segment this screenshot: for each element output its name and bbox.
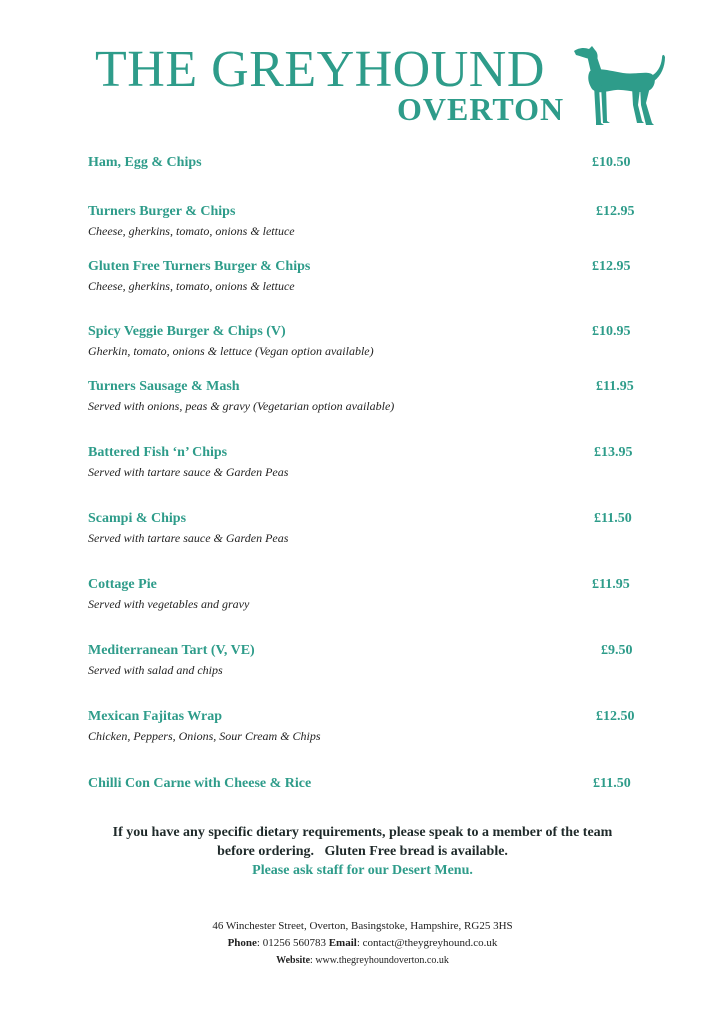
menu-item-name: Mexican Fajitas Wrap [88, 709, 223, 724]
menu-item-description: Served with vegetables and gravy [88, 597, 250, 611]
menu-item-description: Chicken, Peppers, Onions, Sour Cream & Chips [88, 729, 321, 743]
greyhound-dog-icon [568, 45, 668, 130]
menu-item-name: Mediterranean Tart (V, VE) [88, 643, 255, 658]
dietary-notice [0, 823, 725, 880]
page-title: THE GREYHOUND [95, 41, 545, 98]
address: 46 Winchester Street, Overton, Basingstoke, Hampshire, RG25 3HS [212, 920, 513, 932]
menu-item-name: Chilli Con Carne with Cheese & Rice [88, 776, 312, 791]
phone-label: Phone [227, 937, 257, 949]
menu-item-description: Gherkin, tomato, onions & lettuce (Vegan option available) [88, 344, 374, 358]
website-link[interactable]: www.thegreyhoundoverton.co.uk [315, 955, 449, 966]
email-label: Email [328, 937, 357, 949]
menu-item-price: £9.50 [601, 643, 633, 658]
website-line: Website: www.thegreyhoundoverton.co.uk [276, 955, 449, 966]
footer [0, 918, 725, 969]
menu-item-price: £12.50 [596, 709, 635, 724]
menu-item-price: £10.95 [592, 324, 631, 339]
menu-item-description: Served with salad and chips [88, 663, 223, 677]
menu-item-name: Turners Sausage & Mash [88, 379, 240, 394]
menu-item-price: £12.95 [596, 204, 635, 219]
menu-item-price: £11.50 [594, 511, 632, 526]
menu-item-name: Cottage Pie [88, 577, 157, 592]
email-link[interactable]: contact@theygreyhound.co.uk [362, 937, 498, 949]
menu-item-description: Served with tartare sauce & Garden Peas [88, 531, 289, 545]
menu-item-name: Turners Burger & Chips [88, 204, 236, 219]
website-label: Website [276, 955, 311, 966]
menu-item-name: Spicy Veggie Burger & Chips (V) [88, 324, 286, 339]
menu-item-name: Scampi & Chips [88, 511, 187, 526]
menu-item-price: £12.95 [592, 259, 631, 274]
menu-item-price: £11.50 [593, 776, 631, 791]
contact-line: Phone: 01256 560783 Email: contact@theygreyhound.co.uk [227, 937, 498, 949]
menu-item-name: Battered Fish ‘n’ Chips [88, 445, 228, 460]
menu-item-description: Cheese, gherkins, tomato, onions & lettuce [88, 224, 295, 238]
page-subtitle: OVERTON [397, 91, 565, 127]
menu-item-description: Served with tartare sauce & Garden Peas [88, 465, 289, 479]
notice-line: If you have any specific dietary requirements, please speak to a member of the team [112, 825, 613, 840]
menu-item-price: £11.95 [596, 379, 634, 394]
menu-item-name: Gluten Free Turners Burger & Chips [88, 259, 311, 274]
desert-menu-notice: Please ask staff for our Desert Menu. [252, 863, 473, 878]
menu-item-name: Ham, Egg & Chips [88, 155, 202, 170]
phone-number: 01256 560783 [262, 937, 326, 949]
menu-item-description: Served with onions, peas & gravy (Vegetarian option available) [88, 399, 395, 413]
header [0, 0, 725, 140]
menu-item-price: £13.95 [594, 445, 633, 460]
menu-item-description: Cheese, gherkins, tomato, onions & lettuce [88, 279, 295, 293]
menu-item-price: £11.95 [592, 577, 630, 592]
menu-item-price: £10.50 [592, 155, 631, 170]
notice-line: before ordering. Gluten Free bread is available. [217, 844, 508, 859]
